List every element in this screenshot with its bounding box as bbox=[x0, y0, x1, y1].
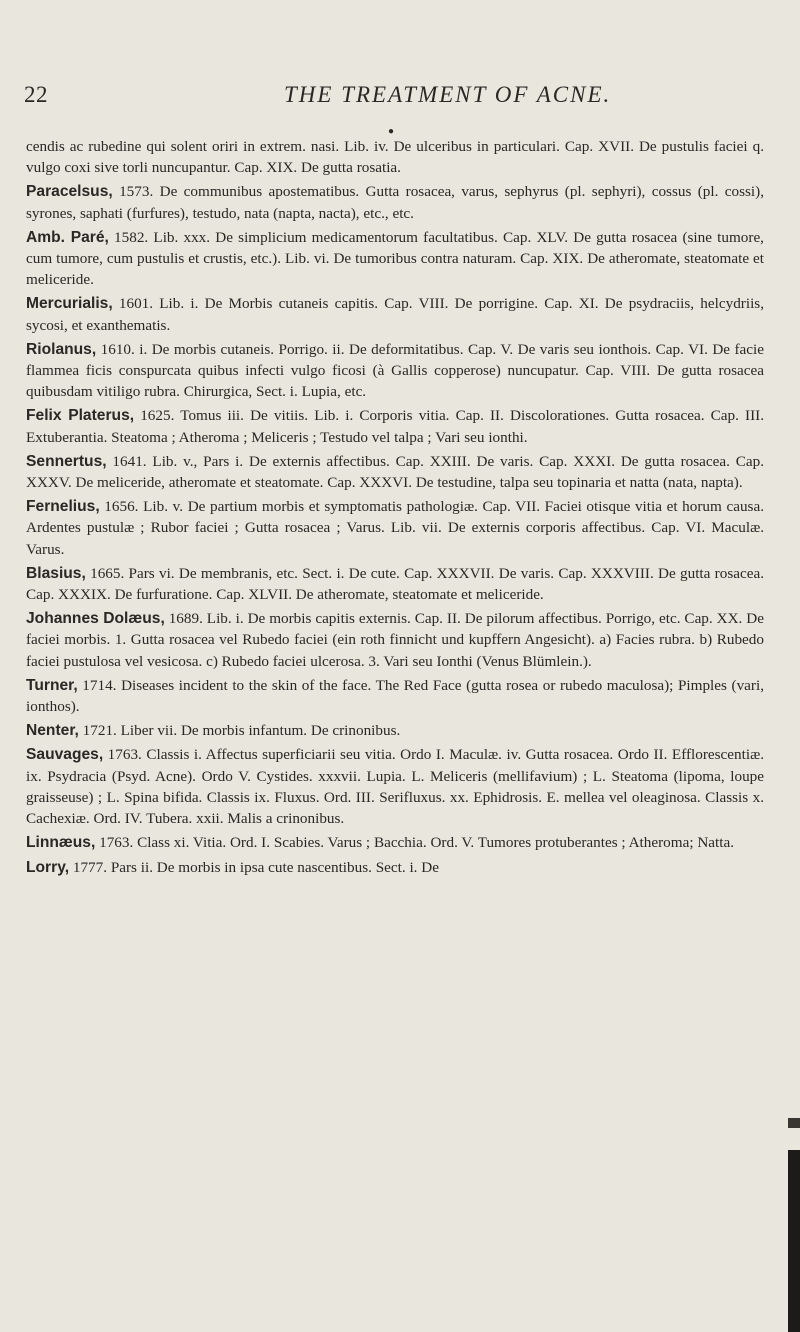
paragraph bbox=[26, 451, 764, 493]
author-name: Linnæus, bbox=[26, 834, 96, 852]
paragraph-text: cendis ac rubedine qui solent oriri in extrem. nasi. Lib. iv. De ulceribus in particulari. Cap. XVII. De pustulis faciei q. vulgo coxi sive torli nuncupantur. Cap. XIX. De gutta rosatia. bbox=[26, 138, 764, 177]
running-head: THE TREATMENT OF ACNE. bbox=[284, 82, 612, 107]
paragraph-text: 1641. Lib. v., Pars i. De externis affectibus. Cap. XXIII. De varis. Cap. XXXI. De gutta rosacea. Cap. XXXV. De meliceride, atheromate et steatomate. Cap. XXXVI. De testudine, talpa seu topinaria et natta (nata, napta). bbox=[26, 452, 764, 492]
paragraph bbox=[26, 181, 764, 223]
paragraph bbox=[26, 563, 764, 605]
page-body bbox=[26, 136, 764, 881]
author-name: Sennertus, bbox=[26, 452, 107, 470]
author-name: Blasius, bbox=[26, 564, 86, 582]
paragraph-text: 1689. Lib. i. De morbis capitis externis. Cap. II. De pilorum affectibus. Porrigo, etc. Cap. XX. De faciei morbis. 1. Gutta rosacea vel Rubedo faciei (ein roth finnicht und kupffern Angesicht). a) Facies rubra. b) Rubedo faciei pustulosa vel vesicosa. c) Rubedo faciei ulcerosa. 3. Vari seu Ionthi (Venus Blümlein.). bbox=[26, 610, 764, 670]
paragraph bbox=[26, 744, 764, 829]
ink-mark: ● bbox=[388, 126, 395, 137]
paragraph-text: 1763. Classis i. Affectus superficiarii seu vitia. Ordo I. Maculæ. iv. Gutta rosacea. Ordo II. Efflorescentiæ. ix. Psydracia (Psyd. Acne). Ordo V. Cystides. xxxvii. Lupia. L. Meliceris (mellifavium) ; L. Steatoma (lipoma, loupe graisseuse) ; L. Spina bifida. Classis ix. Fluxus. Ord. III. Serifluxus. xx. Ephidrosis. E. mellea vel oleaginosa. Classis x. Cachexiæ. Ord. IV. Tubera. xxii. Malis a crinonibus. bbox=[26, 746, 764, 828]
author-name: Johannes Dolæus, bbox=[26, 610, 165, 628]
paragraph bbox=[26, 675, 764, 717]
paragraph bbox=[26, 293, 764, 335]
scan-edge-shadow bbox=[788, 1118, 800, 1128]
author-name: Lorry, bbox=[26, 858, 70, 876]
paragraph-text: 1763. Class xi. Vitia. Ord. I. Scabies. Varus ; Bacchia. Ord. V. Tumores protuberantes ; Atheroma; Natta. bbox=[95, 834, 735, 852]
paragraph bbox=[26, 608, 764, 672]
paragraph-text: 1665. Pars vi. De membranis, etc. Sect. i. De cute. Cap. XXXVII. De varis. Cap. XXXVIII. De gutta rosacea. Cap. XXXIX. De furfuratione. Cap. XLVII. De atheromate, steatomate et meliceride. bbox=[26, 564, 764, 604]
paragraph-text: 1601. Lib. i. De Morbis cutaneis capitis. Cap. VIII. De porrigine. Cap. XI. De psydraciis, helcydriis, sycosi, et exanthematis. bbox=[26, 295, 764, 334]
paragraph bbox=[26, 339, 764, 403]
author-name: Sauvages, bbox=[26, 746, 104, 764]
paragraph bbox=[26, 405, 764, 447]
author-name: Felix Platerus, bbox=[26, 407, 135, 425]
paragraph bbox=[26, 857, 764, 878]
paragraph-text: 1714. Diseases incident to the skin of the face. The Red Face (gutta rosea or rubedo maculosa); Pimples (vari, ionthos). bbox=[26, 676, 764, 716]
page-header bbox=[24, 82, 764, 112]
paragraph-text: 1610. i. De morbis cutaneis. Porrigo. ii. De deformitatibus. Cap. V. De varis seu ionthois. Cap. VI. De facie flammea ficis conspurcata quibus infecti vulgo ficosi (à Gallis copperose) nuncupatur. Cap. VIII. De gutta rosacea quibusdam vitiligo rubra. Chirurgica, Sect. i. Lupia, etc. bbox=[26, 340, 764, 401]
paragraph bbox=[26, 720, 764, 741]
author-name: Amb. Paré, bbox=[26, 228, 109, 246]
paragraph bbox=[26, 832, 764, 853]
author-name: Fernelius, bbox=[26, 498, 100, 516]
paragraph-text: 1721. Liber vii. De morbis infantum. De crinonibus. bbox=[78, 722, 401, 740]
paragraph-text: 1656. Lib. v. De partium morbis et symptomatis pathologiæ. Cap. VII. Faciei otisque vitia et horum causa. Ardentes pustulæ ; Rubor faciei ; Gutta rosacea ; Varus. Lib. vii. De externis corporis affectibus. Cap. VI. Maculæ. Varus. bbox=[26, 498, 764, 558]
paragraph-text: 1625. Tomus iii. De vitiis. Lib. i. Corporis vitia. Cap. II. Discolorationes. Gutta rosacea. Cap. III. Extuberantia. Steatoma ; Atheroma ; Meliceris ; Testudo vel talpa ; Vari seu ionthi. bbox=[26, 407, 764, 446]
author-name: Paracelsus, bbox=[26, 183, 113, 201]
paragraph bbox=[26, 136, 764, 178]
author-name: Nenter, bbox=[26, 722, 79, 740]
author-name: Turner, bbox=[26, 676, 78, 694]
page-number: 22 bbox=[24, 82, 48, 107]
author-name: Riolanus, bbox=[26, 340, 97, 358]
paragraph-text: 1573. De communibus apostematibus. Gutta rosacea, varus, sephyrus (pl. sephyri), cossus (pl. cossi), syrones, saphati (furfures), testudo, nata (napta, nacta), etc., etc. bbox=[26, 183, 764, 222]
paragraph bbox=[26, 496, 764, 560]
paragraph bbox=[26, 227, 764, 291]
paragraph-text: 1582. Lib. xxx. De simplicium medicamentorum facultatibus. Cap. XLV. De gutta rosacea (sine tumore, cum tumore, cum pustulis et crustis, etc.). Lib. vi. De tumoribus contra naturam. Cap. XIX. De atheromate, steatomate et meliceride. bbox=[26, 228, 764, 289]
author-name: Mercurialis, bbox=[26, 295, 113, 313]
scan-edge-shadow bbox=[788, 1150, 800, 1332]
paragraph-text: 1777. Pars ii. De morbis in ipsa cute nascentibus. Sect. i. De bbox=[69, 858, 439, 876]
